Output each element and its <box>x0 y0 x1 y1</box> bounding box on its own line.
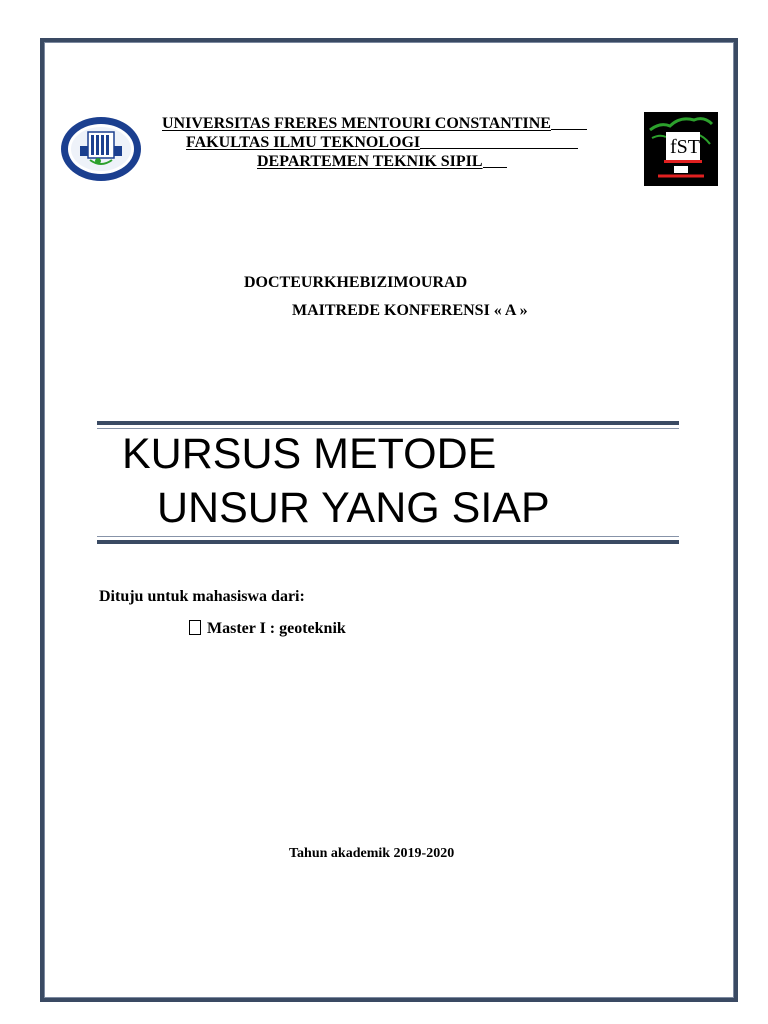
title-line-2: UNSUR YANG SIAP <box>157 484 550 532</box>
audience-item <box>189 620 346 638</box>
university-seal-icon <box>60 116 142 182</box>
title-rule-bottom-thin <box>97 536 679 537</box>
bullet-icon <box>189 620 201 635</box>
author-role: MAITREDE KONFERENSI « A » <box>292 302 528 319</box>
audience-item-text: Master I : geoteknik <box>207 620 346 637</box>
title-line-1: KURSUS METODE <box>122 430 497 478</box>
title-rule-top-thin <box>97 428 679 429</box>
author-name: DOCTEURKHEBIZIMOURAD <box>244 274 468 291</box>
audience-label: Dituju untuk mahasiswa dari: <box>99 588 305 605</box>
department-name: DEPARTEMEN TEKNIK SIPIL <box>257 153 507 171</box>
university-name: UNIVERSITAS FRERES MENTOURI CONSTANTINE <box>162 115 587 133</box>
title-rule-top <box>97 421 679 425</box>
academic-year: Tahun akademik 2019-2020 <box>289 846 455 861</box>
fst-logo-icon <box>644 112 718 186</box>
faculty-name: FAKULTAS ILMU TEKNOLOGI <box>186 134 578 152</box>
title-rule-bottom <box>97 540 679 544</box>
svg-text:fST: fST <box>670 136 700 158</box>
